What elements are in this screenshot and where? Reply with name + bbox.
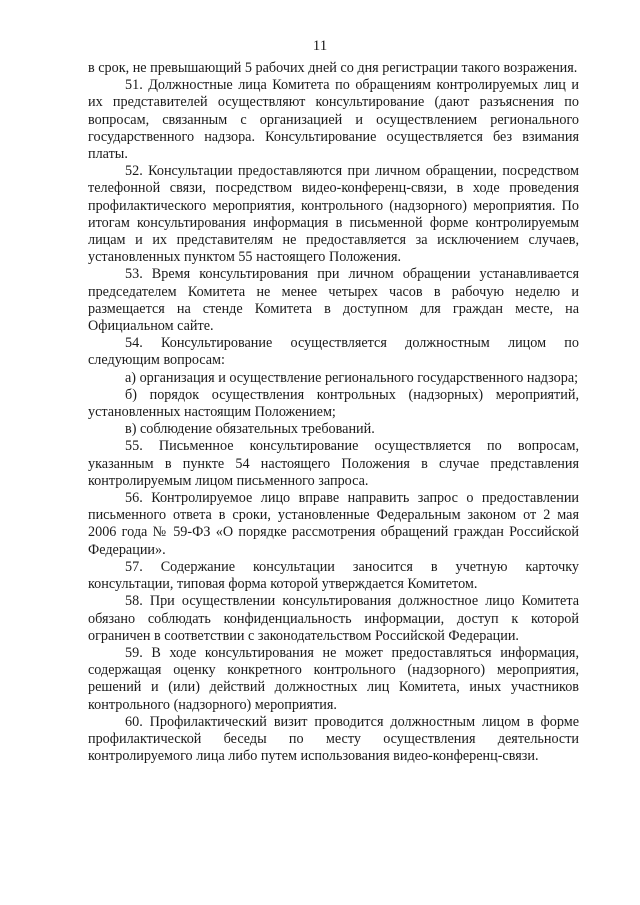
- paragraph-59: 59. В ходе консультирования не может предоставляться информация, содержащая оценку конкретного контрольного (надзорного) мероприятия, решений и (или) действий должностных лиц Комитета, иных участников контрольного (надзорного) мероприятия.: [88, 644, 579, 713]
- page-number: 11: [312, 38, 328, 54]
- paragraph-54-item-b: б) порядок осуществления контрольных (надзорных) мероприятий, установленных настоящим Положением;: [88, 386, 579, 421]
- paragraph-58: 58. При осуществлении консультирования должностное лицо Комитета обязано соблюдать конфиденциальность информации, доступ к которой ограничен в соответствии с законодательством Российской Федерации.: [88, 593, 579, 644]
- paragraph-54-item-v: в) соблюдение обязательных требований.: [125, 421, 375, 438]
- paragraph-55: 55. Письменное консультирование осуществляется по вопросам, указанным в пункте 54 настоящего Положения в случае представления контролируемым лицом письменного запроса.: [88, 438, 579, 489]
- paragraph-56: 56. Контролируемое лицо вправе направить запрос о предоставлении письменного ответа в сроки, установленные Федеральным законом от 2 мая 2006 года № 59-ФЗ «О порядке рассмотрения обращений граждан Российской Федерации».: [88, 490, 579, 558]
- paragraph-51: 51. Должностные лица Комитета по обращениям контролируемых лиц и их представителей осуществляют консультирование (дают разъяснения по вопросам, связанным с организацией и осуществлением регионального государственного надзора. Консультирование осуществляется без взимания платы.: [88, 77, 579, 163]
- paragraph-60: 60. Профилактический визит проводится должностным лицом в форме профилактической беседы по месту осуществления деятельности контролируемого лица либо путем использования видео-конференц-связи.: [88, 713, 579, 765]
- paragraph-continuation: в срок, не превышающий 5 рабочих дней со дня регистрации такого возражения.: [88, 60, 578, 76]
- paragraph-53: 53. Время консультирования при личном обращении устанавливается председателем Комитета не менее четырех часов в рабочую неделю и размещается на стенде Комитета в доступном для граждан месте, на Официальном сайте.: [88, 266, 579, 335]
- document-body: [88, 60, 579, 765]
- paragraph-52: 52. Консультации предоставляются при личном обращении, посредством телефонной связи, посредством видео-конференц-связи, в ходе проведения профилактического мероприятия, контрольного (надзорного) мероприятия. По итогам консультирования информация в письменной форме контролируемым лицам и их представителям не предоставляется за исключением случаев, установленных пунктом 55 настоящего Положения.: [88, 163, 579, 266]
- paragraph-57: 57. Содержание консультации заносится в учетную карточку консультации, типовая форма которой утверждается Комитетом.: [88, 558, 579, 593]
- paragraph-54: 54. Консультирование осуществляется должностным лицом по следующим вопросам:: [88, 335, 579, 369]
- paragraph-54-item-a: а) организация и осуществление регионального государственного надзора;: [125, 369, 579, 386]
